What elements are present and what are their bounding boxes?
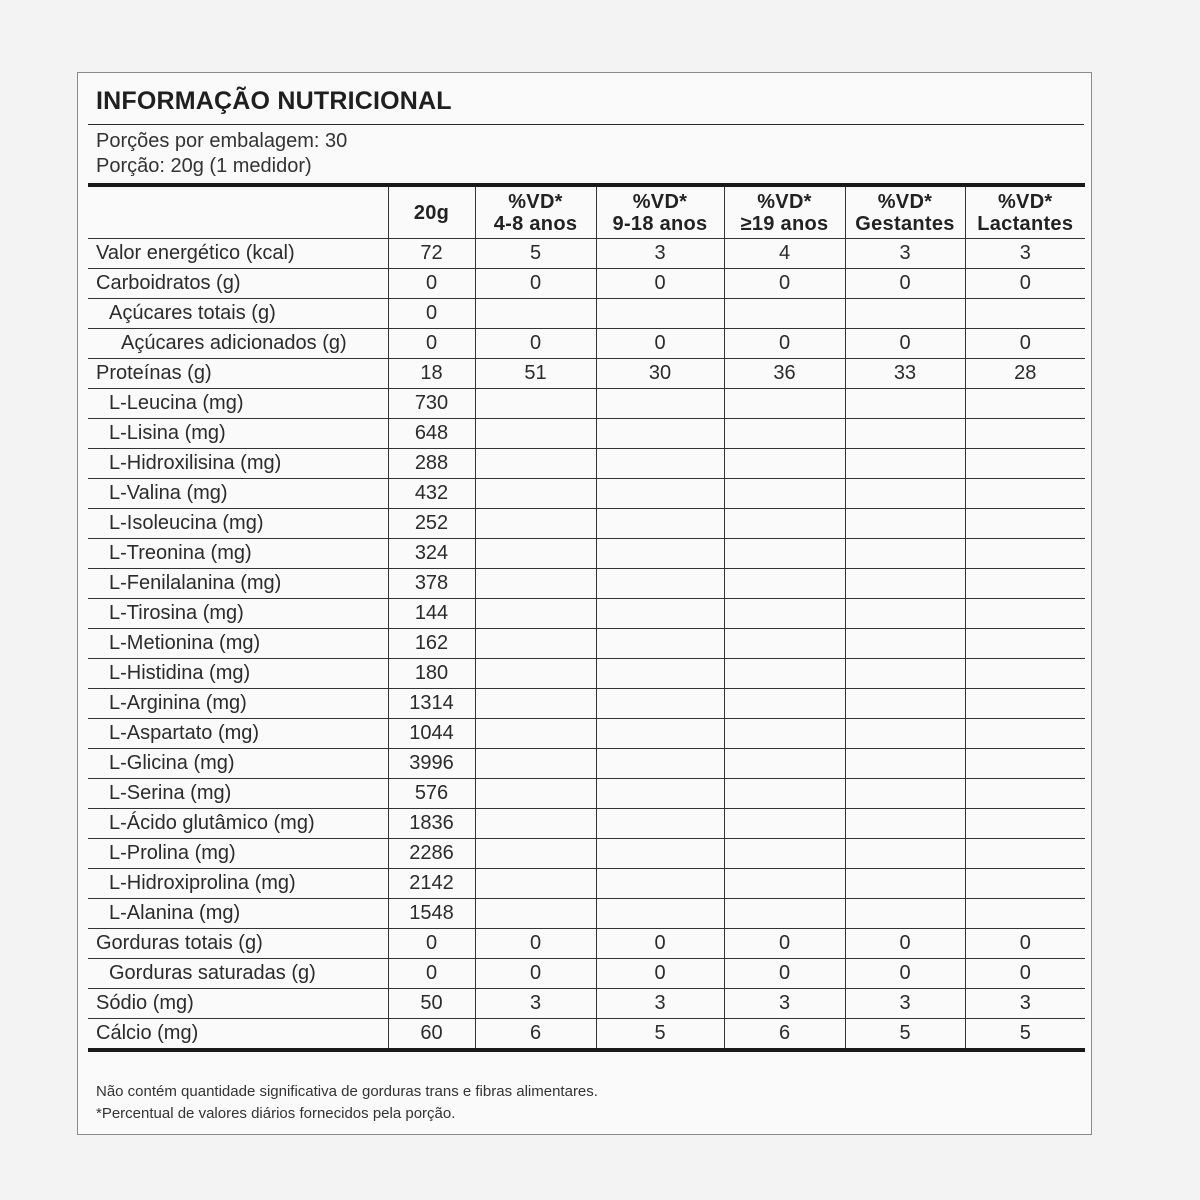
table-row [88,359,1085,389]
daily-value-cell [596,299,724,329]
daily-value-cell: 6 [724,1019,845,1051]
daily-value-cell [724,779,845,809]
daily-value-cell [965,749,1085,779]
table-row [88,959,1085,989]
table-row [88,569,1085,599]
daily-value-cell [596,809,724,839]
portion-value: 0 [388,929,475,959]
daily-value-cell [845,779,965,809]
daily-value-cell [475,299,596,329]
portion-value: 0 [388,959,475,989]
table-row [88,929,1085,959]
daily-value-cell: 0 [965,329,1085,359]
table-row [88,329,1085,359]
daily-value-cell [596,869,724,899]
nutrient-label: L-Hidroxiprolina (mg) [88,869,388,899]
daily-value-cell: 0 [845,329,965,359]
daily-value-cell [724,389,845,419]
daily-value-cell: 0 [475,929,596,959]
nutrient-label: L-Aspartato (mg) [88,719,388,749]
daily-value-cell: 3 [596,989,724,1019]
table-row [88,449,1085,479]
daily-value-cell: 3 [845,239,965,269]
daily-value-cell [724,659,845,689]
daily-value-cell [475,719,596,749]
header-row [88,185,1085,239]
daily-value-cell [965,629,1085,659]
nutrition-facts-panel [77,72,1092,1135]
nutrient-label: Açúcares adicionados (g) [88,329,388,359]
nutrient-label: L-Leucina (mg) [88,389,388,419]
daily-value-cell [845,599,965,629]
daily-value-cell [845,869,965,899]
nutrition-title: INFORMAÇÃO NUTRICIONAL [96,87,452,115]
daily-value-cell [965,479,1085,509]
daily-value-cell [475,689,596,719]
portion-value: 50 [388,989,475,1019]
portion-value: 2286 [388,839,475,869]
daily-value-cell [965,839,1085,869]
table-row [88,479,1085,509]
daily-value-cell [475,479,596,509]
daily-value-cell [475,749,596,779]
nutrient-label: Açúcares totais (g) [88,299,388,329]
table-row [88,629,1085,659]
portion-value: 730 [388,389,475,419]
nutrient-label: L-Alanina (mg) [88,899,388,929]
nutrient-label: Valor energético (kcal) [88,239,388,269]
daily-value-cell [845,539,965,569]
header-cell-nutrient [88,185,388,239]
daily-value-cell [596,419,724,449]
daily-value-cell [724,749,845,779]
nutrient-label: L-Ácido glutâmico (mg) [88,809,388,839]
table-row [88,509,1085,539]
daily-value-cell [475,629,596,659]
table-row [88,299,1085,329]
daily-value-cell: 0 [724,959,845,989]
daily-value-cell: 0 [724,329,845,359]
daily-value-cell [475,509,596,539]
daily-value-cell [475,599,596,629]
table-row [88,239,1085,269]
table-row [88,599,1085,629]
daily-value-cell [596,389,724,419]
portion-value: 576 [388,779,475,809]
table-row [88,779,1085,809]
daily-value-cell: 0 [596,269,724,299]
daily-value-cell [965,689,1085,719]
daily-value-cell [845,629,965,659]
nutrient-label: L-Prolina (mg) [88,839,388,869]
daily-value-cell [475,809,596,839]
portion-value: 0 [388,269,475,299]
nutrient-label: L-Valina (mg) [88,479,388,509]
daily-value-cell [724,569,845,599]
daily-value-cell [845,899,965,929]
table-row [88,869,1085,899]
daily-value-cell [965,389,1085,419]
daily-value-cell: 5 [845,1019,965,1051]
daily-value-cell: 3 [724,989,845,1019]
daily-value-cell [596,479,724,509]
table-row [88,839,1085,869]
daily-value-cell: 51 [475,359,596,389]
daily-value-cell [965,719,1085,749]
daily-value-cell [724,539,845,569]
nutrient-label: Gorduras saturadas (g) [88,959,388,989]
daily-value-cell [965,659,1085,689]
daily-value-cell [724,509,845,539]
daily-value-cell [475,449,596,479]
table-row [88,989,1085,1019]
serving-size: Porção: 20g (1 medidor) [96,155,312,177]
daily-value-cell [724,419,845,449]
daily-value-cell [475,419,596,449]
daily-value-cell: 5 [475,239,596,269]
daily-value-cell [475,899,596,929]
nutrient-label: L-Isoleucina (mg) [88,509,388,539]
daily-value-cell [596,839,724,869]
nutrient-label: L-Hidroxilisina (mg) [88,449,388,479]
portion-value: 432 [388,479,475,509]
daily-value-cell [965,449,1085,479]
portion-value: 72 [388,239,475,269]
daily-value-cell [596,509,724,539]
table-row [88,539,1085,569]
portion-value: 0 [388,299,475,329]
footnote-daily-values: *Percentual de valores diários fornecidos pela porção. [96,1105,456,1122]
portion-value: 1314 [388,689,475,719]
daily-value-cell [845,689,965,719]
daily-value-cell [475,569,596,599]
table-row [88,269,1085,299]
daily-value-cell [845,449,965,479]
portion-value: 144 [388,599,475,629]
daily-value-cell [724,809,845,839]
portion-value: 252 [388,509,475,539]
table-row [88,809,1085,839]
portion-value: 1044 [388,719,475,749]
portion-value: 3996 [388,749,475,779]
daily-value-cell [965,419,1085,449]
table-row [88,749,1085,779]
daily-value-cell: 0 [475,269,596,299]
daily-value-cell: 5 [965,1019,1085,1051]
daily-value-cell [596,779,724,809]
daily-value-cell [596,689,724,719]
daily-value-cell: 28 [965,359,1085,389]
portion-value: 0 [388,329,475,359]
daily-value-cell [596,659,724,689]
daily-value-cell: 3 [965,239,1085,269]
table-row [88,1019,1085,1051]
daily-value-cell: 3 [475,989,596,1019]
daily-value-cell [475,839,596,869]
table-row [88,719,1085,749]
daily-value-cell [724,869,845,899]
daily-value-cell: 0 [845,269,965,299]
daily-value-cell [845,419,965,449]
daily-value-cell [724,839,845,869]
daily-value-cell [724,719,845,749]
portion-value: 288 [388,449,475,479]
daily-value-cell [965,539,1085,569]
servings-per-package: Porções por embalagem: 30 [96,130,348,152]
daily-value-cell [475,869,596,899]
daily-value-cell [724,689,845,719]
daily-value-cell [845,479,965,509]
daily-value-cell [724,599,845,629]
nutrient-label: Gorduras totais (g) [88,929,388,959]
daily-value-cell: 0 [475,329,596,359]
nutrition-table [88,183,1085,1052]
daily-value-cell [965,599,1085,629]
daily-value-cell: 0 [724,269,845,299]
nutrient-label: L-Arginina (mg) [88,689,388,719]
daily-value-cell [965,869,1085,899]
table-row [88,899,1085,929]
nutrient-label: L-Lisina (mg) [88,419,388,449]
nutrient-label: L-Treonina (mg) [88,539,388,569]
daily-value-cell [596,749,724,779]
daily-value-cell: 33 [845,359,965,389]
table-row [88,659,1085,689]
daily-value-cell [596,539,724,569]
daily-value-cell [475,539,596,569]
portion-value: 378 [388,569,475,599]
nutrition-table-body [88,239,1085,1051]
table-row [88,419,1085,449]
nutrient-label: Cálcio (mg) [96,1022,199,1044]
header-cell-portion: 20g [388,185,475,239]
daily-value-cell [965,899,1085,929]
daily-value-cell [475,659,596,689]
daily-value-cell: 0 [965,959,1085,989]
nutrient-label: Sódio (mg) [88,989,388,1019]
daily-value-cell [724,899,845,929]
daily-value-cell: 0 [596,959,724,989]
footnote-trans-fat: Não contém quantidade significativa de gorduras trans e fibras alimentares. [96,1083,598,1100]
daily-value-cell [965,809,1085,839]
daily-value-cell [724,299,845,329]
header-cell-vd-19-plus: %VD* ≥19 anos [724,185,845,239]
daily-value-cell [724,449,845,479]
daily-value-cell [724,479,845,509]
portion-value: 180 [388,659,475,689]
header-cell-vd-gestantes: %VD* Gestantes [845,185,965,239]
nutrient-label: Proteínas (g) [88,359,388,389]
header-cell-vd-9-18: %VD* 9-18 anos [596,185,724,239]
daily-value-cell: 0 [596,329,724,359]
daily-value-cell [596,899,724,929]
daily-value-cell [724,629,845,659]
daily-value-cell [845,389,965,419]
daily-value-cell: 0 [724,929,845,959]
header-cell-vd-4-8: %VD* 4-8 anos [475,185,596,239]
nutrient-label: Carboidratos (g) [88,269,388,299]
daily-value-cell: 30 [596,359,724,389]
daily-value-cell [965,509,1085,539]
portion-value: 2142 [388,869,475,899]
daily-value-cell [596,599,724,629]
portion-value: 1548 [388,899,475,929]
daily-value-cell [475,389,596,419]
portion-value: 18 [388,359,475,389]
daily-value-cell: 5 [596,1019,724,1051]
daily-value-cell: 3 [596,239,724,269]
daily-value-cell [845,299,965,329]
daily-value-cell [596,629,724,659]
daily-value-cell [845,569,965,599]
daily-value-cell [596,569,724,599]
portion-value: 648 [388,419,475,449]
daily-value-cell [475,779,596,809]
daily-value-cell: 0 [596,929,724,959]
daily-value-cell: 3 [845,989,965,1019]
daily-value-cell [845,809,965,839]
daily-value-cell: 0 [475,959,596,989]
daily-value-cell: 0 [845,929,965,959]
daily-value-cell: 36 [724,359,845,389]
portion-value: 60 [388,1019,475,1051]
daily-value-cell [845,749,965,779]
table-row [88,689,1085,719]
daily-value-cell [845,839,965,869]
daily-value-cell: 0 [965,929,1085,959]
daily-value-cell [965,779,1085,809]
daily-value-cell [596,719,724,749]
daily-value-cell [965,569,1085,599]
nutrient-label: L-Histidina (mg) [88,659,388,689]
nutrient-label: L-Serina (mg) [88,779,388,809]
daily-value-cell: 4 [724,239,845,269]
header-cell-vd-lactantes: %VD* Lactantes [965,185,1085,239]
title-divider [88,124,1084,125]
table-row [88,389,1085,419]
daily-value-cell [596,449,724,479]
daily-value-cell [845,659,965,689]
nutrient-label: L-Metionina (mg) [88,629,388,659]
daily-value-cell [965,299,1085,329]
portion-value: 162 [388,629,475,659]
daily-value-cell [845,719,965,749]
daily-value-cell: 0 [965,269,1085,299]
daily-value-cell [845,509,965,539]
nutrient-label: L-Fenilalanina (mg) [88,569,388,599]
portion-value: 324 [388,539,475,569]
nutrient-label: L-Glicina (mg) [88,749,388,779]
daily-value-cell: 6 [475,1019,596,1051]
daily-value-cell: 3 [965,989,1085,1019]
portion-value: 1836 [388,809,475,839]
nutrient-label: L-Tirosina (mg) [88,599,388,629]
daily-value-cell: 0 [845,959,965,989]
